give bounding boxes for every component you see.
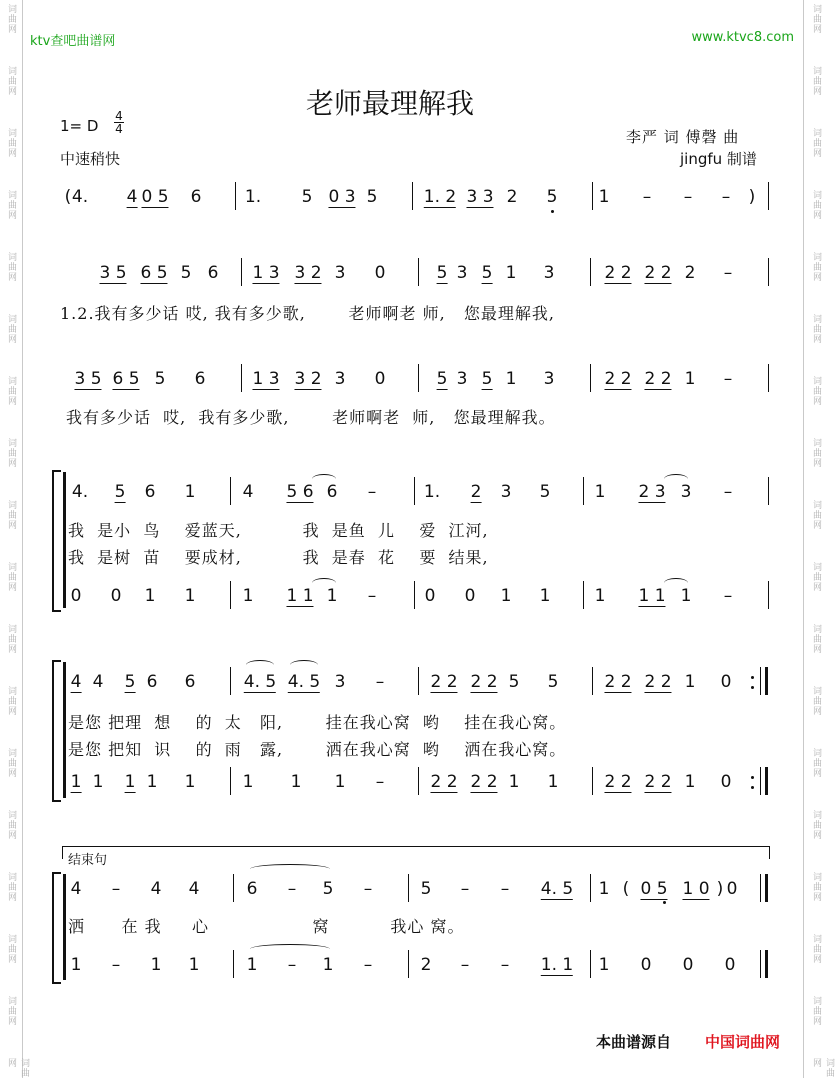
- note: –: [460, 879, 470, 899]
- barline: [768, 258, 769, 286]
- final-barline-thin: [760, 950, 761, 978]
- margin-watermark-text: 词曲网: [811, 686, 821, 716]
- repeat-barline-thin: [760, 667, 761, 695]
- barline: [233, 950, 234, 978]
- note: 3 3: [466, 187, 494, 207]
- note: 0: [682, 955, 694, 975]
- note: 5: [546, 187, 558, 207]
- note: 2: [684, 263, 696, 283]
- barline: [235, 182, 236, 210]
- margin-watermark-text: 词曲网: [6, 748, 16, 778]
- note: 2: [470, 482, 482, 502]
- margin-watermark-text: 词曲网: [811, 562, 821, 592]
- margin-watermark-text: 词曲网: [811, 376, 821, 406]
- note: 2 2: [644, 369, 672, 389]
- note: 3: [456, 369, 468, 389]
- note: 2 2: [604, 369, 632, 389]
- note: –: [723, 482, 733, 502]
- margin-watermark-text: 词曲网: [811, 252, 821, 282]
- note: 2 2: [604, 263, 632, 283]
- margin-watermark-text: 词曲网: [6, 500, 16, 530]
- note: –: [287, 879, 297, 899]
- note: 1: [684, 772, 696, 792]
- note: 0 5: [141, 187, 169, 207]
- note: 1: [594, 586, 606, 606]
- note: –: [375, 772, 385, 792]
- note: 5: [124, 672, 136, 692]
- note: 1: [334, 772, 346, 792]
- note: 5: [539, 482, 551, 502]
- margin-watermark-text: 词曲网: [6, 4, 16, 34]
- margin-watermark-text: 词曲网: [811, 1058, 834, 1078]
- note: 4: [150, 879, 162, 899]
- note: 2 2: [430, 672, 458, 692]
- note: 1 1: [638, 586, 666, 606]
- note: 2: [420, 955, 432, 975]
- margin-watermark-text: 词曲网: [6, 872, 16, 902]
- note: 5: [436, 369, 448, 389]
- note: 0: [374, 369, 386, 389]
- note: 1: [246, 955, 258, 975]
- note: 6 5: [112, 369, 140, 389]
- note: 1 3: [252, 263, 280, 283]
- note: –: [500, 879, 510, 899]
- note: 4.: [71, 187, 89, 207]
- note: 1: [146, 772, 158, 792]
- margin-watermark-text: 词曲网: [6, 376, 16, 406]
- note: 5: [481, 369, 493, 389]
- ending-label: 结束句: [68, 853, 108, 868]
- note: 3: [334, 672, 346, 692]
- note: 0: [640, 955, 652, 975]
- margin-watermark-text: 词曲网: [811, 438, 821, 468]
- note: 0: [424, 586, 436, 606]
- note: 4.: [71, 482, 89, 502]
- note: 1: [547, 772, 559, 792]
- note: –: [642, 187, 652, 207]
- final-barline-thin: [760, 874, 761, 902]
- note: –: [723, 263, 733, 283]
- note: 2: [506, 187, 518, 207]
- note: 5: [322, 879, 334, 899]
- note: 1: [598, 879, 610, 899]
- final-barline-thick: [765, 950, 768, 978]
- note: 1: [598, 187, 610, 207]
- low-octave-dot: [551, 210, 554, 213]
- note: –: [683, 187, 693, 207]
- low-octave-dot: [663, 901, 666, 904]
- note: 0 5: [640, 879, 668, 899]
- margin-watermark-text: 词曲网: [811, 996, 821, 1026]
- margin-watermark-text: 词曲网: [811, 66, 821, 96]
- repeat-dot: [751, 786, 754, 789]
- barline: [414, 477, 415, 505]
- left-margin-strip: [0, 0, 23, 1078]
- barline: [590, 258, 591, 286]
- barline: [418, 364, 419, 392]
- note: 0: [464, 586, 476, 606]
- note: 6: [246, 879, 258, 899]
- note: (: [622, 879, 630, 899]
- note: –: [723, 369, 733, 389]
- repeat-dot: [751, 776, 754, 779]
- note: 4: [188, 879, 200, 899]
- system-bracket: [52, 470, 61, 612]
- note: 2 2: [604, 672, 632, 692]
- note: 1.: [244, 187, 262, 207]
- margin-watermark-text: 词曲网: [6, 190, 16, 220]
- note: 4: [126, 187, 138, 207]
- lyrics-line-3a: 我 是小 鸟 爱蓝天, 我 是鱼 儿 爱 江河,: [68, 521, 489, 540]
- note: 4. 5: [287, 672, 321, 692]
- note: 2 2: [644, 263, 672, 283]
- barline: [230, 477, 231, 505]
- margin-watermark-text: 词曲网: [6, 624, 16, 654]
- barline: [583, 581, 584, 609]
- barline: [768, 182, 769, 210]
- note: 1: [598, 955, 610, 975]
- note: 0: [724, 955, 736, 975]
- note: 6: [326, 482, 338, 502]
- note: 5: [301, 187, 313, 207]
- barline: [230, 581, 231, 609]
- note: 1 0: [682, 879, 710, 899]
- system-bracket: [52, 660, 61, 802]
- margin-watermark-text: 词曲网: [6, 686, 16, 716]
- time-signature-top: 4: [115, 109, 123, 123]
- note: 6: [194, 369, 206, 389]
- note: 6 5: [140, 263, 168, 283]
- note: 3: [334, 369, 346, 389]
- note: –: [375, 672, 385, 692]
- note: 1: [500, 586, 512, 606]
- barline: [230, 767, 231, 795]
- note: 0: [726, 879, 738, 899]
- arranger: jingfu 制谱: [680, 150, 757, 168]
- note: 4: [70, 879, 82, 899]
- margin-watermark-text: 词曲网: [6, 128, 16, 158]
- margin-watermark-text: 词曲网: [811, 128, 821, 158]
- note: 2 2: [644, 772, 672, 792]
- barline: [768, 477, 769, 505]
- lyrics-ending: 洒 在 我 心 窝 我心 窝。: [68, 917, 465, 936]
- note: 1: [322, 955, 334, 975]
- margin-watermark-text: 词曲网: [6, 314, 16, 344]
- note: 2 2: [644, 672, 672, 692]
- note: 1 3: [252, 369, 280, 389]
- lyrics-line-4b: 是您 把知 识 的 雨 露, 洒在我心窝 哟 洒在我心窝。: [68, 740, 567, 759]
- note: –: [460, 955, 470, 975]
- note: 1: [326, 586, 338, 606]
- note: –: [287, 955, 297, 975]
- system-start-bar: [63, 472, 66, 608]
- barline: [592, 667, 593, 695]
- note: 3: [543, 369, 555, 389]
- note: 0: [70, 586, 82, 606]
- note: 3 2: [294, 369, 322, 389]
- barline: [414, 581, 415, 609]
- barline: [592, 182, 593, 210]
- margin-watermark-text: 词曲网: [811, 748, 821, 778]
- note: 1: [242, 772, 254, 792]
- tie: [290, 660, 318, 670]
- credits: 李严 词 傅磬 曲: [626, 128, 740, 146]
- tie: [250, 864, 330, 874]
- note: 6: [146, 672, 158, 692]
- barline: [590, 364, 591, 392]
- margin-watermark-text: 词曲网: [811, 500, 821, 530]
- note: 1: [92, 772, 104, 792]
- barline: [583, 477, 584, 505]
- note: –: [367, 482, 377, 502]
- tie: [246, 660, 274, 670]
- note: 6: [207, 263, 219, 283]
- note: 1: [70, 772, 82, 792]
- note: 0 3: [328, 187, 356, 207]
- note: 5: [508, 672, 520, 692]
- note: 1: [684, 672, 696, 692]
- barline: [418, 258, 419, 286]
- note: 1: [70, 955, 82, 975]
- repeat-barline-thick: [765, 667, 768, 695]
- note: 1: [505, 369, 517, 389]
- barline: [592, 767, 593, 795]
- margin-watermark-text: 词曲网: [6, 934, 16, 964]
- note: 4: [92, 672, 104, 692]
- note: 1: [144, 586, 156, 606]
- note: –: [723, 586, 733, 606]
- site-url-right[interactable]: www.ktvc8.com: [691, 30, 794, 45]
- note: –: [721, 187, 731, 207]
- system-bracket: [52, 872, 61, 984]
- barline: [233, 874, 234, 902]
- song-title: 老师最理解我: [306, 87, 475, 120]
- margin-watermark-text: 词曲网: [811, 314, 821, 344]
- note: 5: [481, 263, 493, 283]
- ending-bracket: [62, 846, 770, 859]
- note: 0: [720, 772, 732, 792]
- note: 1: [594, 482, 606, 502]
- note: 5: [366, 187, 378, 207]
- note: 1: [539, 586, 551, 606]
- note: 5: [180, 263, 192, 283]
- note: 4: [242, 482, 254, 502]
- note: 1: [184, 482, 196, 502]
- note: 6: [190, 187, 202, 207]
- time-signature-bottom: 4: [115, 122, 123, 136]
- note: 1 1: [286, 586, 314, 606]
- system-start-bar: [63, 874, 66, 980]
- note: 3 2: [294, 263, 322, 283]
- note: 5: [154, 369, 166, 389]
- system-start-bar: [63, 662, 66, 798]
- note: 1: [184, 586, 196, 606]
- tempo-marking: 中速稍快: [60, 150, 121, 168]
- note: 4. 5: [540, 879, 574, 899]
- note: 1: [684, 369, 696, 389]
- barline: [768, 364, 769, 392]
- lyrics-line-3b: 我 是树 苗 要成材, 我 是春 花 要 结果,: [68, 548, 489, 567]
- note: –: [111, 879, 121, 899]
- margin-watermark-text: 词曲网: [811, 934, 821, 964]
- note: ): [748, 187, 756, 207]
- time-signature: [114, 110, 124, 135]
- barline: [241, 364, 242, 392]
- barline: [412, 182, 413, 210]
- note: 2 3: [638, 482, 666, 502]
- barline: [768, 581, 769, 609]
- note: 1: [124, 772, 136, 792]
- repeat-barline-thin: [760, 767, 761, 795]
- note: 1: [184, 772, 196, 792]
- note: 3: [543, 263, 555, 283]
- note: 4. 5: [243, 672, 277, 692]
- lyrics-verse-1b: 我有多少话 哎, 我有多少歌, 老师啊老 师, 您最理解我。: [66, 408, 556, 427]
- lyrics-verse-1a: 1.2.我有多少话 哎, 我有多少歌, 老师啊老 师, 您最理解我,: [60, 304, 555, 323]
- note: 3: [456, 263, 468, 283]
- note: 3: [500, 482, 512, 502]
- note: 0: [110, 586, 122, 606]
- note: 5 6: [286, 482, 314, 502]
- margin-watermark-text: 词曲网: [811, 810, 821, 840]
- note: 3 5: [99, 263, 127, 283]
- margin-watermark-text: 词曲网: [6, 66, 16, 96]
- note: 1.: [423, 482, 441, 502]
- note: 1. 2: [423, 187, 457, 207]
- source-label: 本曲谱源自: [596, 1033, 672, 1051]
- note: 3: [680, 482, 692, 502]
- right-margin-strip: [803, 0, 826, 1078]
- note: 2 2: [470, 672, 498, 692]
- note: 1. 1: [540, 955, 574, 975]
- note: 0: [374, 263, 386, 283]
- note: 1: [290, 772, 302, 792]
- margin-watermark-text: 词曲网: [6, 1058, 29, 1078]
- repeat-barline-thick: [765, 767, 768, 795]
- note: 5: [114, 482, 126, 502]
- margin-watermark-text: 词曲网: [6, 252, 16, 282]
- note: 1: [242, 586, 254, 606]
- tie: [250, 944, 330, 954]
- note: 1: [508, 772, 520, 792]
- repeat-dot: [751, 676, 754, 679]
- note: –: [363, 955, 373, 975]
- note: 0: [720, 672, 732, 692]
- note: 5: [420, 879, 432, 899]
- note: (: [64, 187, 72, 207]
- lyrics-line-4a: 是您 把理 想 的 太 阳, 挂在我心窝 哟 挂在我心窝。: [68, 713, 567, 732]
- note: ): [716, 879, 724, 899]
- barline: [230, 667, 231, 695]
- key-signature: 1= D: [60, 117, 99, 135]
- note: 2 2: [604, 772, 632, 792]
- barline: [418, 767, 419, 795]
- margin-watermark-text: 词曲网: [6, 438, 16, 468]
- note: 3: [334, 263, 346, 283]
- barline: [241, 258, 242, 286]
- site-name-left[interactable]: ktv查吧曲谱网: [30, 34, 116, 49]
- repeat-dot: [751, 686, 754, 689]
- note: 6: [144, 482, 156, 502]
- note: 2 2: [470, 772, 498, 792]
- note: 2 2: [430, 772, 458, 792]
- note: 4: [70, 672, 82, 692]
- margin-watermark-text: 词曲网: [6, 996, 16, 1026]
- margin-watermark-text: 词曲网: [811, 4, 821, 34]
- note: 3 5: [74, 369, 102, 389]
- note: 1: [680, 586, 692, 606]
- note: –: [111, 955, 121, 975]
- barline: [590, 950, 591, 978]
- note: 1: [150, 955, 162, 975]
- note: 5: [547, 672, 559, 692]
- barline: [408, 874, 409, 902]
- note: 6: [184, 672, 196, 692]
- note: 1: [505, 263, 517, 283]
- margin-watermark-text: 词曲网: [6, 562, 16, 592]
- final-barline-thick: [765, 874, 768, 902]
- margin-watermark-text: 词曲网: [811, 624, 821, 654]
- barline: [418, 667, 419, 695]
- barline: [590, 874, 591, 902]
- margin-watermark-text: 词曲网: [811, 190, 821, 220]
- margin-watermark-text: 词曲网: [6, 810, 16, 840]
- note: 1: [188, 955, 200, 975]
- margin-watermark-text: 词曲网: [811, 872, 821, 902]
- barline: [408, 950, 409, 978]
- note: –: [500, 955, 510, 975]
- note: –: [367, 586, 377, 606]
- note: 5: [436, 263, 448, 283]
- source-site-link[interactable]: 中国词曲网: [705, 1033, 781, 1051]
- note: –: [363, 879, 373, 899]
